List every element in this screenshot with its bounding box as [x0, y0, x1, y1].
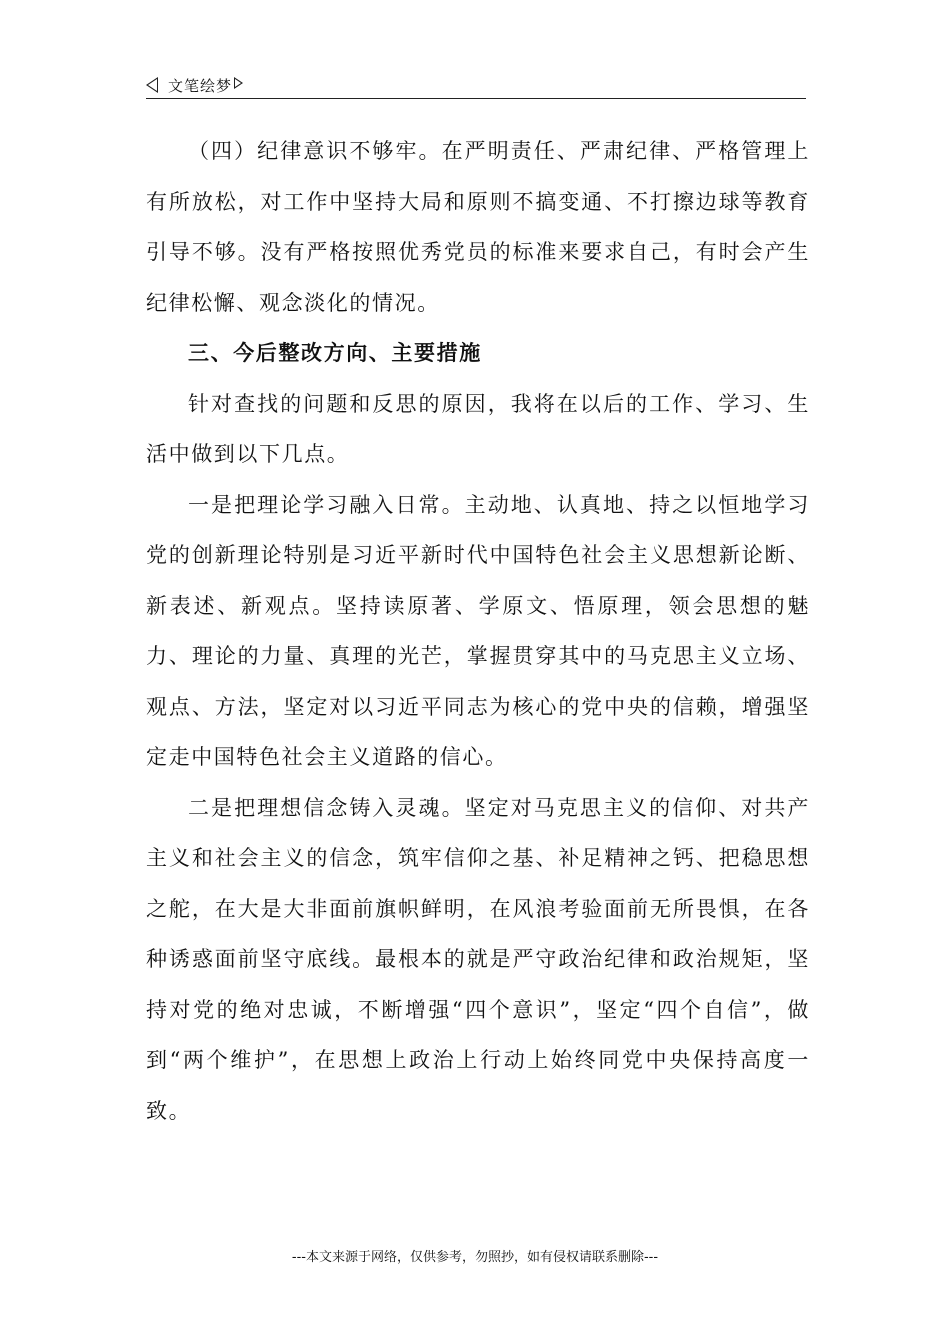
header-brand: 文笔绘梦	[168, 77, 233, 95]
paragraph-discipline: （四）纪律意识不够牢。在严明责任、严肃纪律、严格管理上有所放松，对工作中坚持大局和原则不搞变通、不打擦边球等教育引导不够。没有严格按照优秀党员的标准来要求自己，有时会产生纪律松懈、观念淡化的情况。	[146, 139, 810, 315]
document-body	[146, 126, 810, 1136]
page-header	[146, 72, 806, 99]
triangle-left-icon	[146, 77, 158, 93]
paragraph-ideals-beliefs: 二是把理想信念铸入灵魂。坚定对马克思主义的信仰、对共产主义和社会主义的信念，筑牢信仰之基、补足精神之钙、把稳思想之舵，在大是大非面前旗帜鲜明，在风浪考验面前无所畏惧，在各种诱惑面前坚守底线。最根本的就是严守政治纪律和政治规矩，坚持对党的绝对忠诚，不断增强“四个意识”，坚定“四个自信”，做到“两个维护”，在思想上政治上行动上始终同党中央保持高度一致。	[146, 795, 810, 1123]
paragraph-intro: 针对查找的问题和反思的原因，我将在以后的工作、学习、生活中做到以下几点。	[146, 391, 810, 466]
paragraph-theory-study: 一是把理论学习融入日常。主动地、认真地、持之以恒地学习党的创新理论特别是习近平新时代中国特色社会主义思想新论断、新表述、新观点。坚持读原著、学原文、悟原理，领会思想的魅力、理论的力量、真理的光芒，掌握贯穿其中的马克思主义立场、观点、方法，坚定对以习近平同志为核心的党中央的信赖，增强坚定走中国特色社会主义道路的信心。	[146, 492, 810, 769]
triangle-right-icon	[234, 77, 243, 89]
section-heading: 三、今后整改方向、主要措施	[188, 340, 482, 365]
footer-disclaimer: ---本文来源于网络，仅供参考，勿照抄，如有侵权请联系删除---	[291, 1250, 659, 1265]
